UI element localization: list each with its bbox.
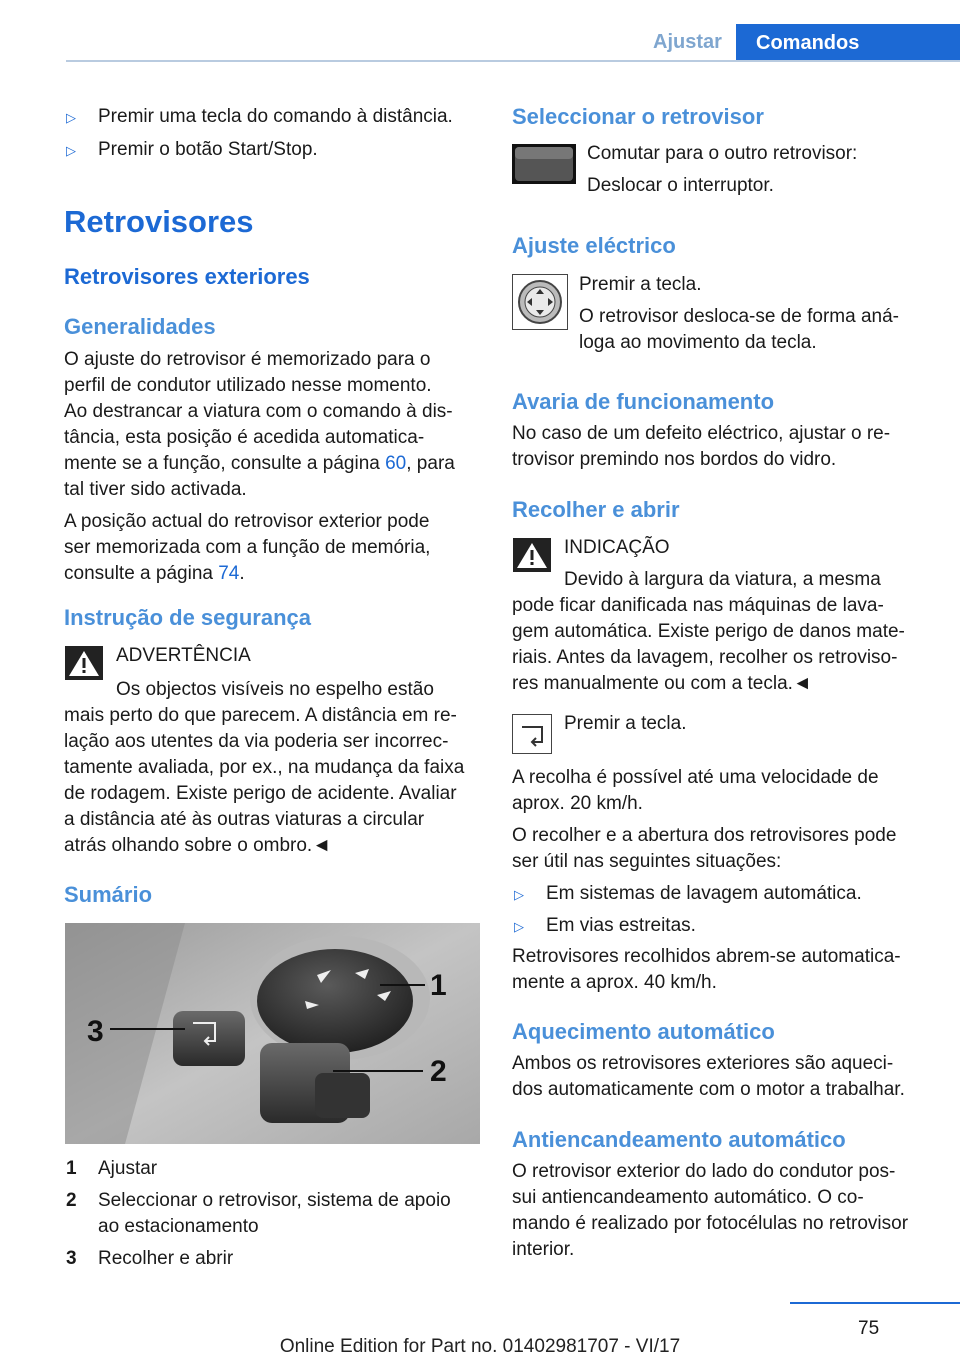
page-number: 75: [858, 1318, 880, 1339]
warning-icon: [65, 646, 103, 680]
paragraph-line: tal tiver sido activada.: [64, 479, 247, 500]
legend-number: 1: [66, 1158, 77, 1179]
paragraph-line: tância, esta posição é acedida automatica-: [64, 427, 425, 448]
mirror-control-photo: [65, 923, 480, 1144]
bullet-icon: ▷: [66, 143, 76, 158]
paragraph-line: Deslocar o interruptor.: [587, 175, 774, 196]
text: .: [239, 563, 245, 584]
mirror-adjust-button-icon: [512, 274, 568, 330]
legend-text: Seleccionar o retrovisor, sistema de apoio: [98, 1190, 451, 1211]
legend-number: 2: [66, 1190, 77, 1211]
figure-label: 2: [430, 1055, 447, 1088]
bullet-text: Em sistemas de lavagem automática.: [546, 883, 862, 904]
warning-icon: [513, 538, 551, 572]
page-link[interactable]: 74: [218, 563, 240, 584]
notice-line: Devido à largura da viatura, a mesma: [564, 569, 881, 590]
paragraph-line: interior.: [512, 1239, 575, 1260]
notice-line: gem automática. Existe perigo de danos mate-: [512, 621, 905, 642]
paragraph-line: Premir a tecla.: [564, 713, 687, 734]
footer-rule: [790, 1302, 960, 1304]
notice-line: riais. Antes da lavagem, recolher os retroviso-: [512, 647, 898, 668]
bullet-text: Premir uma tecla do comando à distância.: [98, 106, 453, 127]
notice-line: res manualmente ou com a tecla.◄: [512, 673, 812, 694]
paragraph-line: dos automaticamente com o motor a trabalhar.: [512, 1079, 905, 1100]
bullet-text: Premir o botão Start/Stop.: [98, 139, 318, 160]
legend-text: Recolher e abrir: [98, 1248, 234, 1269]
warning-line: tamente avaliada, por ex., na mudança da faixa: [64, 757, 465, 778]
tab-ajustar[interactable]: Ajustar: [653, 31, 722, 53]
paragraph-line: trovisor premindo nos bordos do vidro.: [512, 449, 837, 470]
header-rule: [66, 60, 960, 62]
section-heading: Instrução de segurança: [64, 605, 311, 630]
notice-title: INDICAÇÃO: [564, 537, 670, 558]
section-heading: Ajuste eléctrico: [512, 233, 676, 258]
paragraph-line: ser memorizada com a função de memória,: [64, 537, 431, 558]
page-title: Retrovisores: [64, 204, 254, 239]
section-heading: Retrovisores exteriores: [64, 264, 310, 289]
paragraph-line: sui antiencandeamento automático. O co-: [512, 1187, 864, 1208]
warning-line: mais perto do que parecem. A distância em re-: [64, 705, 457, 726]
paragraph-line: Ambos os retrovisores exteriores são aqueci-: [512, 1053, 894, 1074]
paragraph-line: mando é realizado por fotocélulas no retrovisor: [512, 1213, 909, 1234]
section-heading: Recolher e abrir: [512, 497, 680, 522]
warning-line: lação aos utentes da via poderia ser incorrec-: [64, 731, 449, 752]
legend-number: 3: [66, 1248, 77, 1269]
section-heading: Avaria de funcionamento: [512, 389, 775, 414]
paragraph-line: [64, 561, 245, 587]
tab-comandos[interactable]: Comandos: [736, 24, 960, 62]
bullet-icon: ▷: [66, 110, 76, 125]
figure-label: 1: [430, 969, 447, 1002]
section-heading: Sumário: [64, 882, 153, 907]
paragraph-line: Comutar para o outro retrovisor:: [587, 143, 858, 164]
section-heading: Antiencandeamento automático: [512, 1127, 846, 1152]
paragraph-line: Premir a tecla.: [579, 274, 702, 295]
edition-footer: Online Edition for Part no. 01402981707 - VI/17: [279, 1336, 681, 1357]
paragraph-line: perfil de condutor utilizado nesse momento.: [64, 375, 432, 396]
fold-mirror-button-icon: [512, 714, 552, 754]
paragraph-line: No caso de um defeito eléctrico, ajustar o re-: [512, 423, 891, 444]
paragraph-line: Retrovisores recolhidos abrem-se automatica-: [512, 946, 901, 967]
bullet-icon: ▷: [514, 919, 524, 934]
paragraph-line: O recolher e a abertura dos retrovisores pode: [512, 825, 897, 846]
paragraph-line: mente a aprox. 40 km/h.: [512, 972, 717, 993]
warning-line: a distância até às outras viaturas a circular: [64, 809, 425, 830]
text: mente se a função, consulte a página: [64, 453, 386, 474]
paragraph-line: loga ao movimento da tecla.: [579, 332, 817, 353]
paragraph-line: A recolha é possível até uma velocidade de: [512, 767, 879, 788]
bullet-text: Em vias estreitas.: [546, 915, 696, 936]
figure-label: 3: [87, 1015, 104, 1048]
legend-text: Ajustar: [98, 1158, 158, 1179]
paragraph-line: A posição actual do retrovisor exterior pode: [64, 511, 430, 532]
mirror-selector-switch-icon: [512, 144, 576, 184]
legend-text: ao estacionamento: [98, 1216, 259, 1237]
section-heading: Aquecimento automático: [512, 1019, 775, 1044]
notice-line: pode ficar danificada nas máquinas de lava-: [512, 595, 884, 616]
warning-line: de rodagem. Existe perigo de acidente. Avaliar: [64, 783, 457, 804]
paragraph-line: [64, 451, 455, 477]
section-heading: Generalidades: [64, 314, 216, 339]
paragraph-line: O retrovisor desloca-se de forma aná-: [579, 306, 899, 327]
paragraph-line: O retrovisor exterior do lado do condutor pos-: [512, 1161, 896, 1182]
paragraph-line: ser útil nas seguintes situações:: [512, 851, 782, 872]
paragraph-line: O ajuste do retrovisor é memorizado para o: [64, 349, 431, 370]
bullet-icon: ▷: [514, 887, 524, 902]
text: consulte a página: [64, 563, 219, 584]
warning-line: Os objectos visíveis no espelho estão: [116, 679, 434, 700]
warning-line: atrás olhando sobre o ombro.◄: [64, 835, 332, 856]
warning-title: ADVERTÊNCIA: [116, 645, 251, 666]
paragraph-line: aprox. 20 km/h.: [512, 793, 643, 814]
paragraph-line: Ao destrancar a viatura com o comando à dis-: [64, 401, 453, 422]
section-heading: Seleccionar o retrovisor: [512, 104, 764, 129]
page-link[interactable]: 60: [385, 453, 407, 474]
text: , para: [406, 453, 455, 474]
